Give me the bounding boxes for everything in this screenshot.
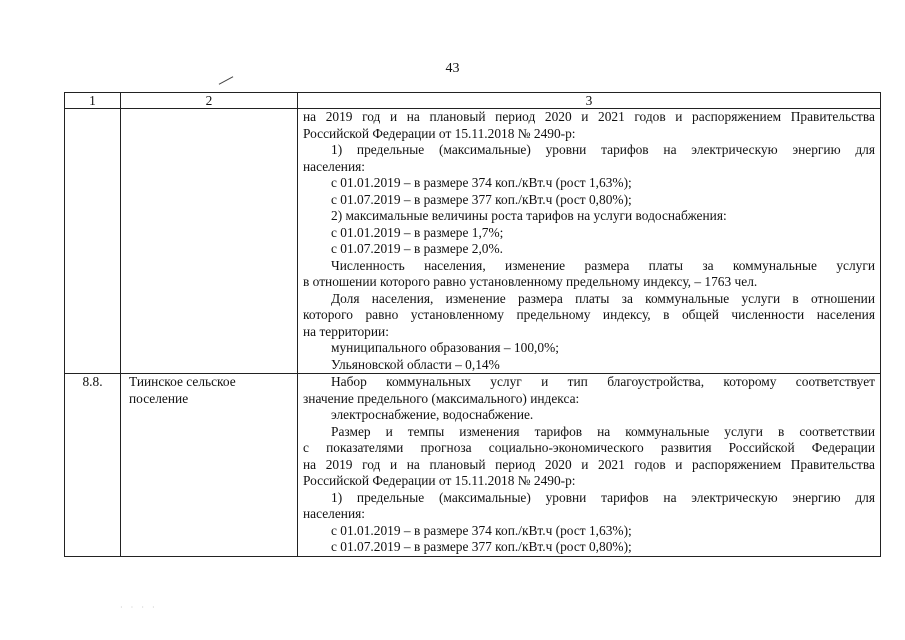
text-line: Доля населения, изменение размера платы за коммунальные услуги в отношении: [331, 290, 875, 306]
row-name-cell: [121, 109, 298, 374]
row-number-cell: [65, 109, 121, 374]
table-header-row: [65, 93, 881, 109]
row-text-lines: [303, 374, 875, 556]
document-table: [64, 92, 881, 557]
page-number: 43: [445, 61, 460, 76]
text-line: с 01.07.2019 – в размере 377 коп./кВт.ч (рост 0,80%);: [331, 539, 632, 554]
text-line: с 01.01.2019 – в размере 374 коп./кВт.ч (рост 1,63%);: [331, 175, 632, 190]
text-line: с 01.01.2019 – в размере 1,7%;: [331, 224, 504, 240]
header-col-1: 1: [65, 93, 121, 109]
text-line: с 01.07.2019 – в размере 2,0%.: [331, 241, 503, 256]
row-text-cell: [298, 109, 881, 374]
table-row-8-8: [65, 374, 881, 557]
pen-mark: [219, 76, 234, 84]
row-text-cell: [298, 374, 881, 557]
settlement-name-line-1: Тиинское сельское: [129, 374, 236, 389]
text-line: на 2019 год и на плановый период 2020 и 2021 годов и распоряжением Правительства: [303, 456, 875, 472]
text-line: Набор коммунальных услуг и тип благоустройства, которому соответствует: [331, 374, 875, 389]
text-line: на 2019 год и на плановый период 2020 и 2021 годов и распоряжением Правительства: [303, 109, 875, 124]
header-col-2: 2: [121, 93, 298, 109]
text-line: на территории:: [303, 323, 389, 339]
text-line: Российской Федерации от 15.11.2018 № 2490-р:: [303, 473, 576, 488]
settlement-name-line-2: поселение: [129, 390, 189, 406]
text-line: 2) максимальные величины роста тарифов на услуги водоснабжения:: [331, 208, 727, 223]
text-line: Российской Федерации от 15.11.2018 № 2490-р:: [303, 125, 576, 141]
text-line: 1) предельные (максимальные) уровни тарифов на электрическую энергию для: [331, 142, 875, 157]
text-line: населения:: [303, 506, 365, 521]
text-line: которого равно установленному предельному индексу, в общей численности населения: [303, 307, 875, 322]
text-line: с 01.07.2019 – в размере 377 коп./кВт.ч (рост 0,80%);: [331, 191, 632, 207]
row-name-cell: [121, 374, 298, 557]
table-row-continuation: [65, 109, 881, 374]
text-line: электроснабжение, водоснабжение.: [331, 407, 534, 422]
text-line: Численность населения, изменение размера платы за коммунальные услуги: [331, 257, 875, 273]
row-number-cell: 8.8.: [65, 374, 121, 557]
text-line: с показателями прогноза социально-экономического развития Российской Федерации: [303, 440, 875, 455]
text-line: муниципального образования – 100,0%;: [331, 340, 559, 355]
text-line: в отношении которого равно установленному предельному индексу, – 1763 чел.: [303, 274, 758, 289]
text-line: Ульяновской области – 0,14%: [331, 356, 500, 372]
text-line: значение предельного (максимального) индекса:: [303, 390, 580, 406]
text-line: Размер и темпы изменения тарифов на коммунальные услуги в соответствии: [331, 423, 875, 439]
text-line: населения:: [303, 158, 365, 174]
row-text-lines: [303, 109, 875, 373]
text-line: 1) предельные (максимальные) уровни тарифов на электрическую энергию для: [331, 489, 875, 505]
header-col-3: 3: [298, 93, 881, 109]
text-line: с 01.01.2019 – в размере 374 коп./кВт.ч (рост 1,63%);: [331, 522, 632, 538]
scan-specks: · · · ·: [120, 603, 158, 612]
